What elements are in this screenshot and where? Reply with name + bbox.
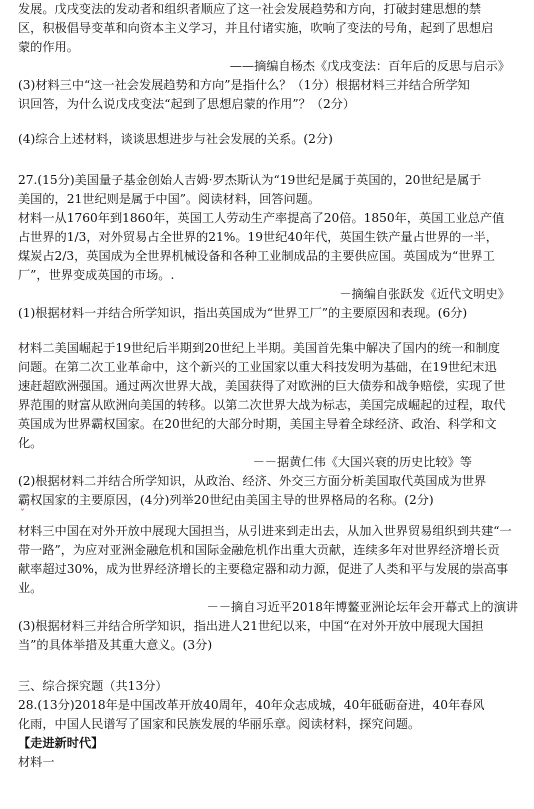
- material-3-text: 区，积极倡导变革和向资本主义学习，并且付诸实施，吹响了变法的号角，起到了思想启: [18, 21, 494, 35]
- material-2-text: 英国成为世界霸权国家。在20世纪的大部分时期，美国主导着全球经济、政治、科学和文: [18, 417, 497, 431]
- material-1-text: 占世界的1/3，对外贸易占全世界的21%。19世纪40年代，英国生铁产量占世界的一半，: [18, 230, 498, 244]
- material-3-text: 发展。戊戌变法的发动者和组织者顺应了这一社会发展趋势和方向，打破封建思想的禁: [18, 2, 482, 16]
- question-28-header: 化雨，中国人民谱写了国家和民族发展的华丽乐章。阅读材料，探究问题。: [18, 717, 421, 731]
- material-1-label: 材料一: [18, 755, 55, 769]
- question-3: (3)材料三中“这一社会发展趋势和方向”是指什么？（1分）根据材料三并结合所学知: [18, 78, 470, 92]
- material-1-text: 材料一从1760年到1860年，英国工人劳动生产率提高了20倍。1850年，英国工业总产值: [18, 211, 505, 225]
- material-3-china-text: 献率超过30%，成为世界经济增长的主要稳定器和动力源，促进了人类和平与发展的崇高事: [18, 562, 509, 576]
- question-27-3: (3)根据材料三并结合所学知识，指出进人21世纪以来，中国“在对外开放中展现大国担: [18, 619, 484, 633]
- question-27-header: 27.(15分)美国量子基金创始人吉姆·罗杰斯认为“19世纪是属于英国的，20世纪是属于: [18, 173, 482, 187]
- material-1-text: 厂”，世界变成英国的市场。.: [18, 268, 175, 282]
- question-4: (4)综合上述材料，谈谈思想进步与社会发展的关系。(2分): [18, 132, 333, 146]
- material-3-china-text: 业。: [18, 581, 43, 595]
- material-2-text: 问题。在第二次工业革命中，这个新兴的工业国家以重大科技发明为基础，在19世纪末迅: [18, 360, 497, 374]
- question-3: 识回答，为什么说戊戌变法“起到了思想启蒙的作用”？（2分）: [18, 97, 356, 111]
- question-27-3: 当”的具体举措及其重大意义。(3分): [18, 638, 213, 652]
- source-citation: －－摘自习近平2018年博鳌亚洲论坛年会开幕式上的演讲: [206, 600, 518, 614]
- source-citation: －摘编自张跃发《近代文明史》: [339, 287, 510, 301]
- question-27-header: 美国的，21世纪则是属于中国”。阅读材料，回答问题。: [18, 192, 321, 206]
- source-citation: ——摘编自杨杰《戊戌变法：百年后的反思与启示》: [229, 59, 510, 73]
- question-27-2: (2)根据材料二并结合所学知识，从政治、经济、外交三方面分析美国取代英国成为世界: [18, 474, 487, 488]
- material-3-china-text: 材料三中国在对外开放中展现大国担当，从引进来到走出去，从加入世界贸易组织到共建“一: [18, 524, 512, 538]
- edit-mark: ˇ: [20, 509, 25, 520]
- section-3-heading: 三、综合探究题（共13分）: [18, 679, 168, 693]
- source-citation: －－据黄仁伟《大国兴衰的历史比较》等: [252, 455, 472, 469]
- material-2-text: 界范围的财富从欧洲向美国的转移。以第二次世界大战为标志，美国完成崛起的过程，取代: [18, 398, 506, 412]
- material-2-text: 速赶超欧洲强国。通过两次世界大战，美国获得了对欧洲的巨大债券和战争赔偿，实现了世: [18, 379, 506, 393]
- material-3-china-text: 带一路”，为应对亚洲金融危机和国际金融危机作出重大贡献，连续多年对世界经济增长贡: [18, 543, 500, 557]
- question-28-header: 28.(13分)2018年是中国改革开放40周年，40年众志成城，40年砥砺奋进，40年春风: [18, 698, 485, 712]
- material-2-text: 化。: [18, 436, 43, 450]
- question-27-2: 霸权国家的主要原因，(4分)列举20世纪由美国主导的世界格局的名称。(2分): [18, 493, 434, 507]
- material-2-text: 材料二美国崛起于19世纪后半期到20世纪上半期。美国首先集中解决了国内的统一和制度: [18, 341, 500, 355]
- question-27-1: (1)根据材料一并结合所学知识，指出英国成为“世界工厂”的主要原因和表现。(6分): [18, 306, 468, 320]
- material-1-text: 煤炭占2/3，英国成为全世界机械设备和各种工业制成品的主要供应国。英国成为“世界工: [18, 249, 495, 263]
- subsection-heading: 【走进新时代】: [18, 736, 104, 750]
- material-3-text: 蒙的作用。: [18, 40, 79, 54]
